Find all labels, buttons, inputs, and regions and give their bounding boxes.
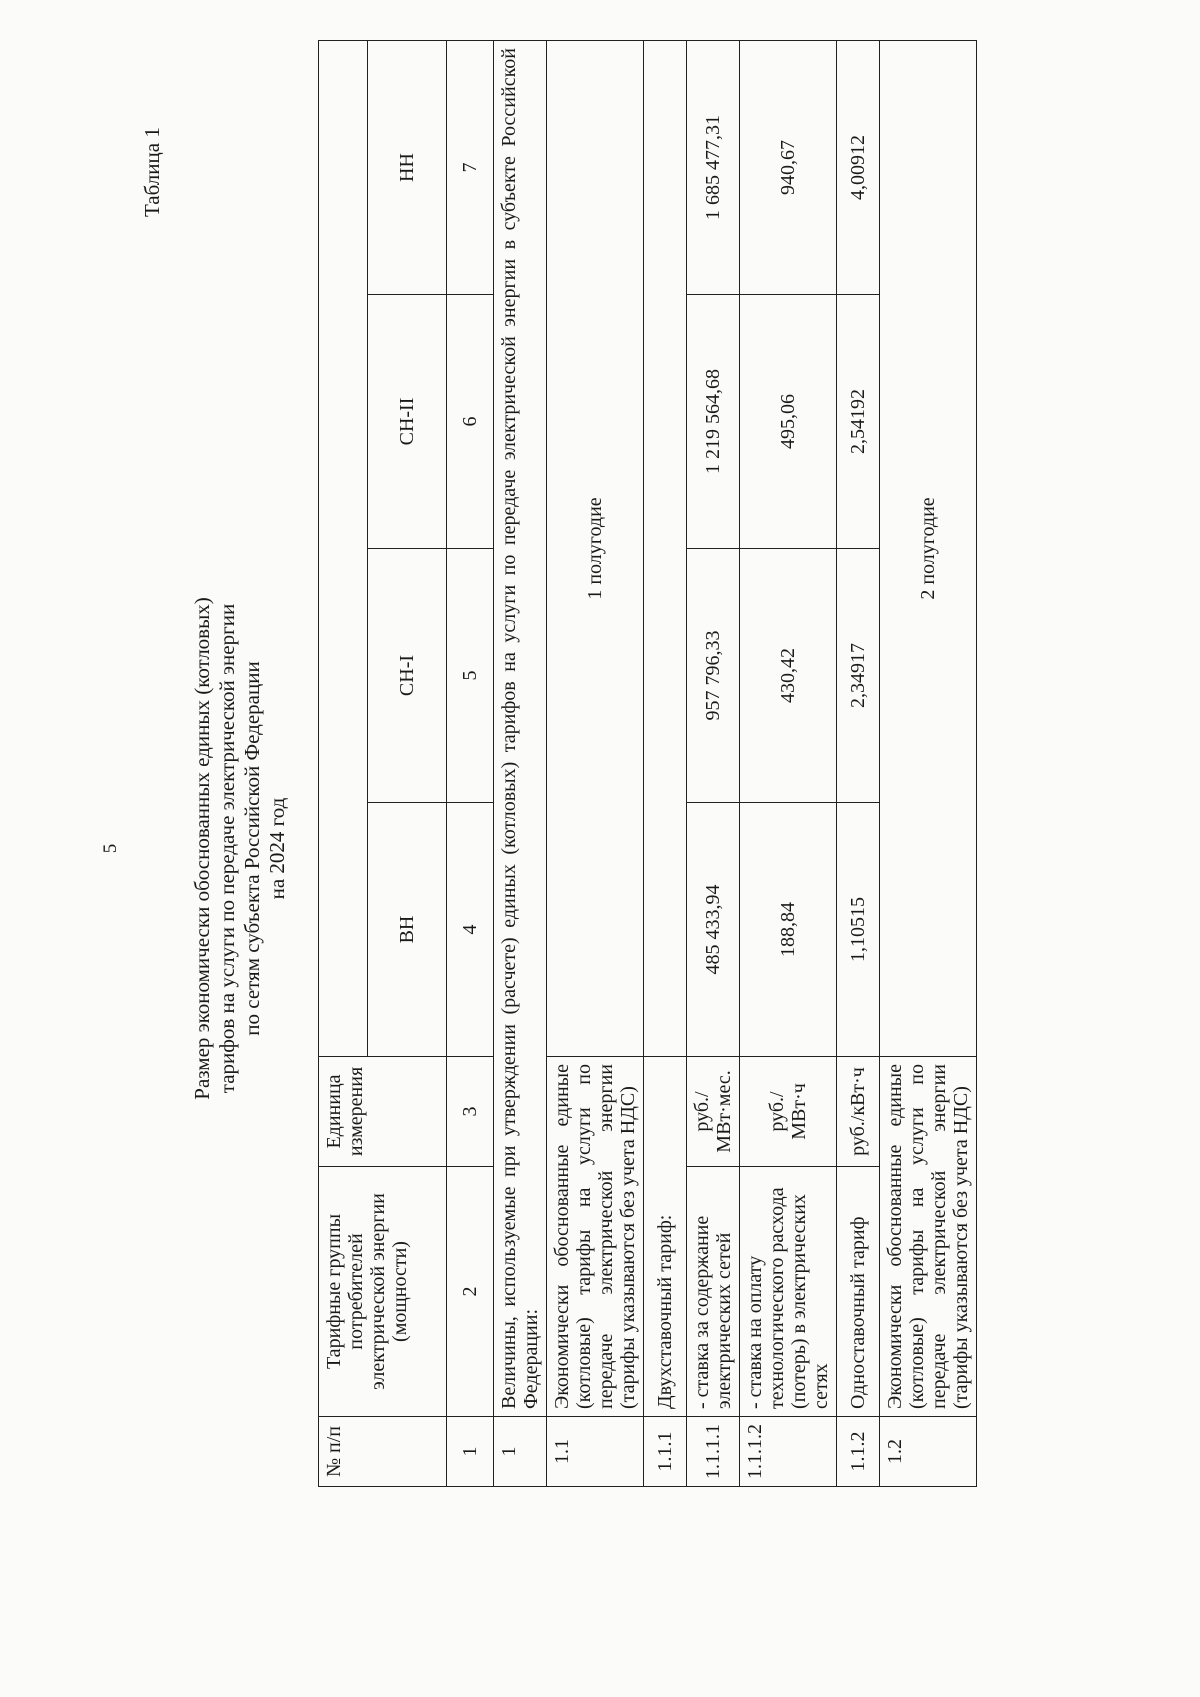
- document-title: [190, 0, 290, 1697]
- table-row: [547, 41, 644, 1487]
- table-row: [687, 41, 740, 1487]
- row-name: Двухставочный тариф:: [644, 1057, 687, 1417]
- table-row: [644, 41, 687, 1487]
- tariff-table: [318, 40, 977, 1487]
- table-row: [494, 41, 547, 1487]
- row-num: 1.1: [547, 1417, 644, 1487]
- table-label: Таблица 1: [140, 127, 164, 217]
- value-sn2: 1 219 564,68: [687, 295, 740, 549]
- colnum-3: 3: [447, 1057, 494, 1167]
- header-level-sn2: СН-II: [368, 295, 447, 549]
- table-row: [880, 41, 977, 1487]
- row-name: - ставка на оплату технологического расхода (потерь) в электрических сетях: [740, 1167, 837, 1417]
- row-name: Экономически обоснованные единые (котловые) тарифы на услуги по передаче электрической энергии (тарифы указываются без учета НДС): [547, 1057, 644, 1417]
- colnum-2: 2: [447, 1167, 494, 1417]
- row-unit: руб./кВт·ч: [837, 1057, 880, 1167]
- header-group: Тарифные группы потребителей электрической энергии (мощности): [319, 1167, 447, 1417]
- header-num: № п/п: [319, 1417, 447, 1487]
- table-row: [740, 41, 837, 1487]
- colnum-7: 7: [447, 41, 494, 295]
- title-line-2: тарифов на услуги по передаче электрической энергии: [215, 603, 239, 1094]
- value-vn: 485 433,94: [687, 803, 740, 1057]
- row-num: 1.1.2: [837, 1417, 880, 1487]
- row-name: Экономически обоснованные единые (котловые) тарифы на услуги по передаче электрической энергии (тарифы указываются без учета НДС): [880, 1057, 977, 1417]
- title-line-3: по сетям субъекта Российской Федерации: [240, 661, 264, 1036]
- value-vn: 188,84: [740, 803, 837, 1057]
- value-sn1: 430,42: [740, 549, 837, 803]
- colnum-5: 5: [447, 549, 494, 803]
- row-period: 1 полугодие: [547, 41, 644, 1057]
- column-numbers-row: [447, 41, 494, 1487]
- value-sn2: 2,54192: [837, 295, 880, 549]
- header-level-sn1: СН-I: [368, 549, 447, 803]
- row-num: 1.2: [880, 1417, 977, 1487]
- title-line-4: на 2024 год: [265, 797, 289, 900]
- header-row-1: [319, 41, 368, 1487]
- row-name: - ставка за содержание электрических сетей: [687, 1167, 740, 1417]
- row-period: 2 полугодие: [880, 41, 977, 1057]
- value-sn2: 495,06: [740, 295, 837, 549]
- value-vn: 1,10515: [837, 803, 880, 1057]
- colnum-1: 1: [447, 1417, 494, 1487]
- row-num: 1: [494, 1417, 547, 1487]
- table-row: [837, 41, 880, 1487]
- value-sn1: 2,34917: [837, 549, 880, 803]
- header-level-nn: НН: [368, 41, 447, 295]
- row-section-text: Величины, используемые при утверждении (расчете) единых (котловых) тарифов на услуги по передаче электрической энергии в субъекте Российской Федерации:: [494, 41, 547, 1417]
- row-empty: [644, 41, 687, 1057]
- value-nn: 940,67: [740, 41, 837, 295]
- header-unit: Единица измерения: [319, 1057, 447, 1167]
- row-num: 1.1.1.2: [740, 1417, 837, 1487]
- row-unit: руб./МВт·ч: [740, 1057, 837, 1167]
- header-level-vn: ВН: [368, 803, 447, 1057]
- value-sn1: 957 796,33: [687, 549, 740, 803]
- value-nn: 1 685 477,31: [687, 41, 740, 295]
- row-unit: руб./ МВт·мес.: [687, 1057, 740, 1167]
- page-number: 5: [100, 843, 121, 854]
- row-num: 1.1.1.1: [687, 1417, 740, 1487]
- row-num: 1.1.1: [644, 1417, 687, 1487]
- colnum-6: 6: [447, 295, 494, 549]
- value-nn: 4,00912: [837, 41, 880, 295]
- row-name: Одноставочный тариф: [837, 1167, 880, 1417]
- colnum-4: 4: [447, 803, 494, 1057]
- header-levels-span: [319, 41, 368, 1057]
- title-line-1: Размер экономически обоснованных единых (котловых): [190, 597, 214, 1100]
